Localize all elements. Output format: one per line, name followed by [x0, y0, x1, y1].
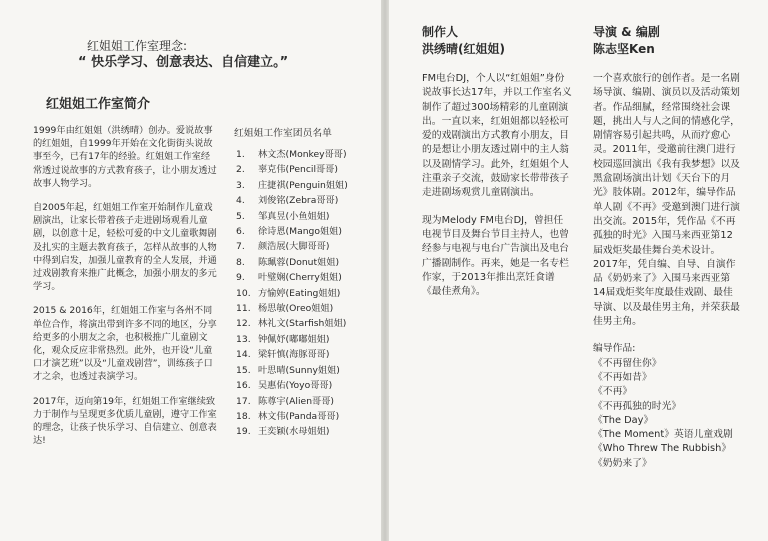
work-item: 《不再如昔》	[593, 371, 652, 383]
work-item: 《Who Threw The Rubbish》	[593, 443, 732, 455]
work-item: 《不再留住你》	[593, 357, 662, 369]
member-number: 4.	[236, 195, 245, 207]
member-item	[236, 178, 348, 193]
director-paragraph: 一个喜欢旅行的创作者。是一名剧场导演、编剧、演员以及活动策划者。作品细腻，经常围绕社会课题，挑出人与人之间的情感化学，剧情容易引起共鸣，从而疗愈心灵。2011年，受邀前往澳门进行校园巡回演出《我有我梦想》以及黑盒剧场演出计划《天台下的月光》肢体剧。2012年，编导作品单人剧《不再》受邀到澳门进行演出交流。2015年，凭作品《不再孤独的时光》入围马来西亚第12届戏炬奖最佳舞台美术设计。2017年，凭自编、自导、自演作品《奶奶来了》入围马来西亚第14届戏炬奖年度最佳戏剧、最佳导演、以及最佳男主角，并荣获最佳男主角。	[593, 73, 740, 328]
intro-paragraph: 1999年由红姐姐（洪绣晴）创办。爱说故事的红姐姐，自1999年开始在文化街街头说故事至今，已有17年的经验。红姐姐工作室经常透过说故事的方式教育孩子，让小朋友透过故事人物学习。	[33, 125, 217, 189]
member-item	[236, 363, 348, 378]
member-name: 吴惠佑(Yoyo哥哥)	[258, 380, 333, 392]
member-item	[236, 409, 348, 424]
director-role: 导演 & 编剧	[593, 25, 660, 39]
member-number: 18.	[236, 410, 251, 422]
member-number: 9.	[236, 272, 245, 284]
member-number: 11.	[236, 303, 251, 315]
member-item	[236, 394, 348, 409]
producer-heading	[422, 24, 505, 58]
philosophy-text: “ 快乐学习、创意表达、自信建立。”	[78, 55, 289, 70]
member-item	[236, 316, 348, 331]
member-item	[236, 147, 348, 162]
member-name: 方愉婷(Eating姐姐)	[258, 287, 341, 299]
producer-name: 洪绣晴(红姐姐)	[422, 42, 505, 56]
works-list	[593, 357, 741, 471]
producer-paragraph: FM电台DJ，个人以“红姐姐”身份说故事长达17年，并以工作室名义制作了超过300场精彩的儿童剧演出。一直以来，红姐姐都以轻松可爱的戏剧演出方式教育小朋友，目的是想让小朋友透过剧中的主人翁以及剧情学习。此外，红姐姐个人注重亲子交流，鼓励家长带带孩子走进剧场观赏儿童剧演出。	[422, 73, 572, 199]
member-item	[236, 162, 348, 177]
member-name: 林文伟(Panda哥哥)	[258, 410, 340, 422]
member-name: 林礼文(Starfish姐姐)	[258, 318, 347, 330]
works-title: 编导作品:	[593, 343, 636, 355]
member-item	[236, 424, 348, 439]
work-item: 《奶奶来了》	[593, 457, 652, 469]
producer-paragraph: 现为Melody FM电台DJ，曾担任电视节目及舞台节目主持人，也曾经参与电视与电台广告演出及电台广播剧制作。再来，她是一名专栏作家，于2013年推出烹饪食谱《最佳煮角》。	[422, 214, 569, 298]
member-name: 邹真昱(小鱼姐姐)	[258, 210, 330, 222]
member-number: 6.	[236, 226, 245, 238]
member-number: 12.	[236, 318, 251, 330]
member-name: 辜克伟(Pencil哥哥)	[258, 164, 338, 176]
director-heading	[593, 24, 660, 58]
work-item: 《The Day》	[593, 414, 654, 426]
member-number: 8.	[236, 256, 245, 268]
member-item	[236, 286, 348, 301]
intro-heading: 红姐姐工作室简介	[46, 97, 151, 112]
member-name: 叶璧娴(Cherry姐姐)	[258, 272, 342, 284]
member-name: 叶思晴(Sunny姐姐)	[258, 364, 340, 376]
member-name: 林文杰(Monkey哥哥)	[258, 149, 347, 160]
member-item	[236, 255, 348, 270]
left-page	[0, 0, 381, 541]
member-name: 陈珮蓉(Donut姐姐)	[258, 256, 340, 268]
intro-paragraph: 自2005年起，红姐姐工作室开始制作儿童戏剧演出，让家长带着孩子走进剧场观看儿童剧，以创意十足，轻松可爱的中文儿童歌舞剧及扎实的主题去教育孩子，怎样从故事的人物中得到启发，加强儿童教育的全人发展，并通过戏剧教育来推广此概念，加强小朋友的多元学习。	[33, 202, 217, 293]
member-number: 5.	[236, 210, 245, 222]
member-item	[236, 332, 348, 347]
member-name: 徐诗恩(Mango姐姐)	[258, 226, 342, 238]
member-number: 19.	[236, 426, 251, 438]
member-number: 2.	[236, 164, 245, 176]
member-number: 15.	[236, 364, 251, 376]
director-name: 陈志坚Ken	[593, 42, 655, 56]
work-item: 《不再》	[593, 386, 633, 398]
intro-paragraph: 2015 & 2016年，红姐姐工作室与各州不同单位合作，将演出带到许多不同的地区，分享给更多的小朋友之余，也积极推广儿童剧文化，观众反应非常热烈。此外，也开设“儿童口才演艺班”以及“儿童戏剧营”，训练孩子口才之余，也透过表演学习。	[33, 305, 217, 383]
member-name: 刘俊铭(Zebra哥哥)	[258, 195, 339, 207]
member-number: 7.	[236, 241, 245, 253]
member-item	[236, 224, 348, 239]
member-name: 陈尊宇(Alien哥哥)	[258, 395, 334, 407]
member-number: 3.	[236, 179, 245, 191]
members-list	[236, 147, 348, 440]
member-item	[236, 209, 348, 224]
member-name: 杨思敏(Oreo姐姐)	[258, 303, 334, 315]
member-item	[236, 239, 348, 254]
philosophy-title: 红姐姐工作室理念:	[87, 39, 188, 53]
member-number: 13.	[236, 333, 251, 345]
right-page	[389, 0, 768, 541]
work-item: 《The Moment》英语儿童戏剧	[593, 429, 733, 441]
member-item	[236, 193, 348, 208]
member-item	[236, 347, 348, 362]
member-name: 庄捷祺(Penguin姐姐)	[258, 179, 348, 191]
member-number: 14.	[236, 349, 251, 361]
intro-paragraph: 2017年，迈向第19年，红姐姐工作室继续致力于制作与呈现更多优质儿童剧，遵守工作室的理念，让孩子快乐学习、自信建立、创意表达!	[33, 395, 217, 447]
member-item	[236, 301, 348, 316]
member-item	[236, 378, 348, 393]
producer-bio	[422, 72, 572, 312]
member-name: 梁轩慎(海豚哥哥)	[258, 349, 330, 361]
intro-text	[33, 124, 217, 458]
member-number: 1.	[236, 149, 245, 160]
director-bio	[593, 72, 741, 471]
member-number: 16.	[236, 380, 251, 392]
work-item: 《不再孤独的时光》	[593, 400, 682, 412]
member-number: 10.	[236, 287, 251, 299]
member-item	[236, 270, 348, 285]
producer-role: 制作人	[422, 25, 459, 39]
member-name: 颜浩展(大脚哥哥)	[258, 241, 330, 253]
member-name: 王奕颖(水母姐姐)	[258, 426, 330, 438]
page-fold	[381, 0, 389, 541]
members-title: 红姐姐工作室团员名单	[234, 128, 332, 139]
member-name: 钟佩妤(嘟嘟姐姐)	[258, 333, 330, 345]
member-number: 17.	[236, 395, 251, 407]
